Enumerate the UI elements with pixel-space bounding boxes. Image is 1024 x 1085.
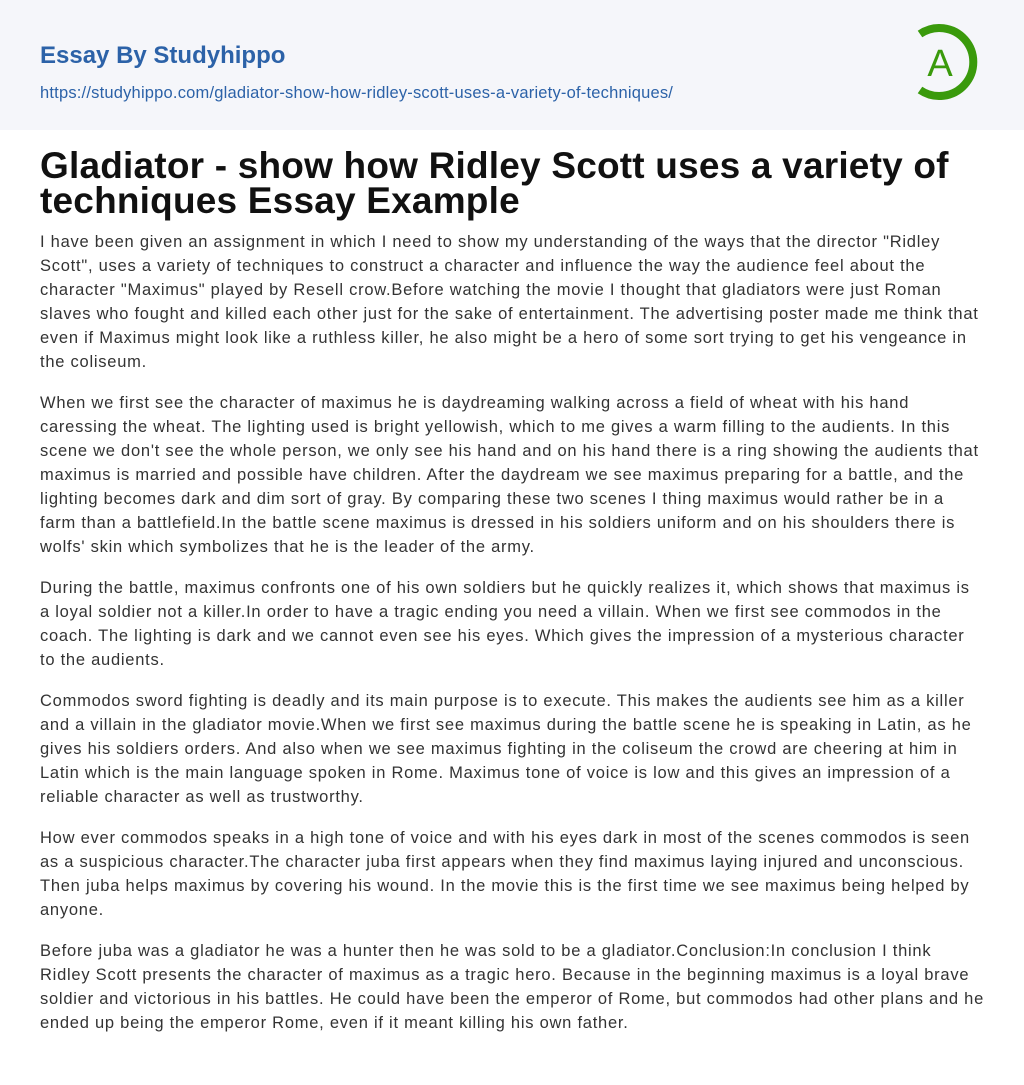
essay-paragraph: Before juba was a gladiator he was a hunter then he was sold to be a gladiator.Conclusion:In conclusion I think Ridley Scott presents the character of maximus as a tragic hero. Because in the beginning maximus is a loyal brave soldier and victorious in his battles. He could have been the emperor of Rome, but commodos had other plans and he ended up being the emperor Rome, even if it meant killing his own father. xyxy=(40,942,984,1032)
essay-paragraph: When we first see the character of maximus he is daydreaming walking across a field of wheat with his hand caressing the wheat. The lighting used is bright yellowish, which to me gives a warm filling to the audients. In this scene we don't see the whole person, we only see his hand and on his hand there is a ring showing the audients that maximus is married and possible have children. After the daydream we see maximus preparing for a battle, and the lighting becomes dark and dim sort of gray. By comparing these two scenes I thing maximus would rather be in a farm than a battlefield.In the battle scene maximus is dressed in his soldiers uniform and on his shoulders there is wolfs' skin which symbolizes that he is the leader of the army. xyxy=(40,394,979,556)
essay-paragraph: I have been given an assignment in which I need to show my understanding of the ways that the director "Ridley Scott", uses a variety of techniques to construct a character and influence the way the audience feel about the character "Maximus" played by Resell crow.Before watching the movie I thought that gladiators were just Roman slaves who fought and killed each other just for the sake of entertainment. The advertising poster made me think that even if Maximus might look like a ruthless killer, he also might be a hero of some sort trying to get his vengeance in the coliseum. xyxy=(40,233,979,371)
essay-paragraph: How ever commodos speaks in a high tone of voice and with his eyes dark in most of the scenes commodos is seen as a suspicious character.The character juba first appears when they find maximus laying injured and unconscious. Then juba helps maximus by covering his wound. In the movie this is the first time we see maximus being helped by anyone. xyxy=(40,829,970,919)
page-title: Gladiator - show how Ridley Scott uses a variety of techniques Essay Example xyxy=(40,145,949,221)
logo-letter: A xyxy=(927,43,953,85)
source-url-link[interactable]: https://studyhippo.com/gladiator-show-how-ridley-scott-uses-a-variety-of-techniques/ xyxy=(40,84,674,102)
site-header xyxy=(0,0,1024,130)
essay-body xyxy=(40,230,984,1035)
essay-paragraph: Commodos sword fighting is deadly and its main purpose is to execute. This makes the audients see him as a killer and a villain in the gladiator movie.When we first see maximus during the battle scene he is speaking in Latin, as he gives his soldiers orders. And also when we see maximus fighting in the coliseum the crowd are cheering at him in Latin which is the main language spoken in Rome. Maximus tone of voice is low and this gives an impression of a reliable character as well as trustworthy. xyxy=(40,692,972,806)
studyhippo-logo-icon[interactable] xyxy=(912,20,984,104)
essay-paragraph: During the battle, maximus confronts one of his own soldiers but he quickly realizes it, which shows that maximus is a loyal soldier not a killer.In order to have a tragic ending you need a villain. When we first see commodos in the coach. The lighting is dark and we cannot even see his eyes. Which gives the impression of a mysterious character to the audients. xyxy=(40,579,970,669)
brand-title: Essay By Studyhippo xyxy=(40,42,286,69)
